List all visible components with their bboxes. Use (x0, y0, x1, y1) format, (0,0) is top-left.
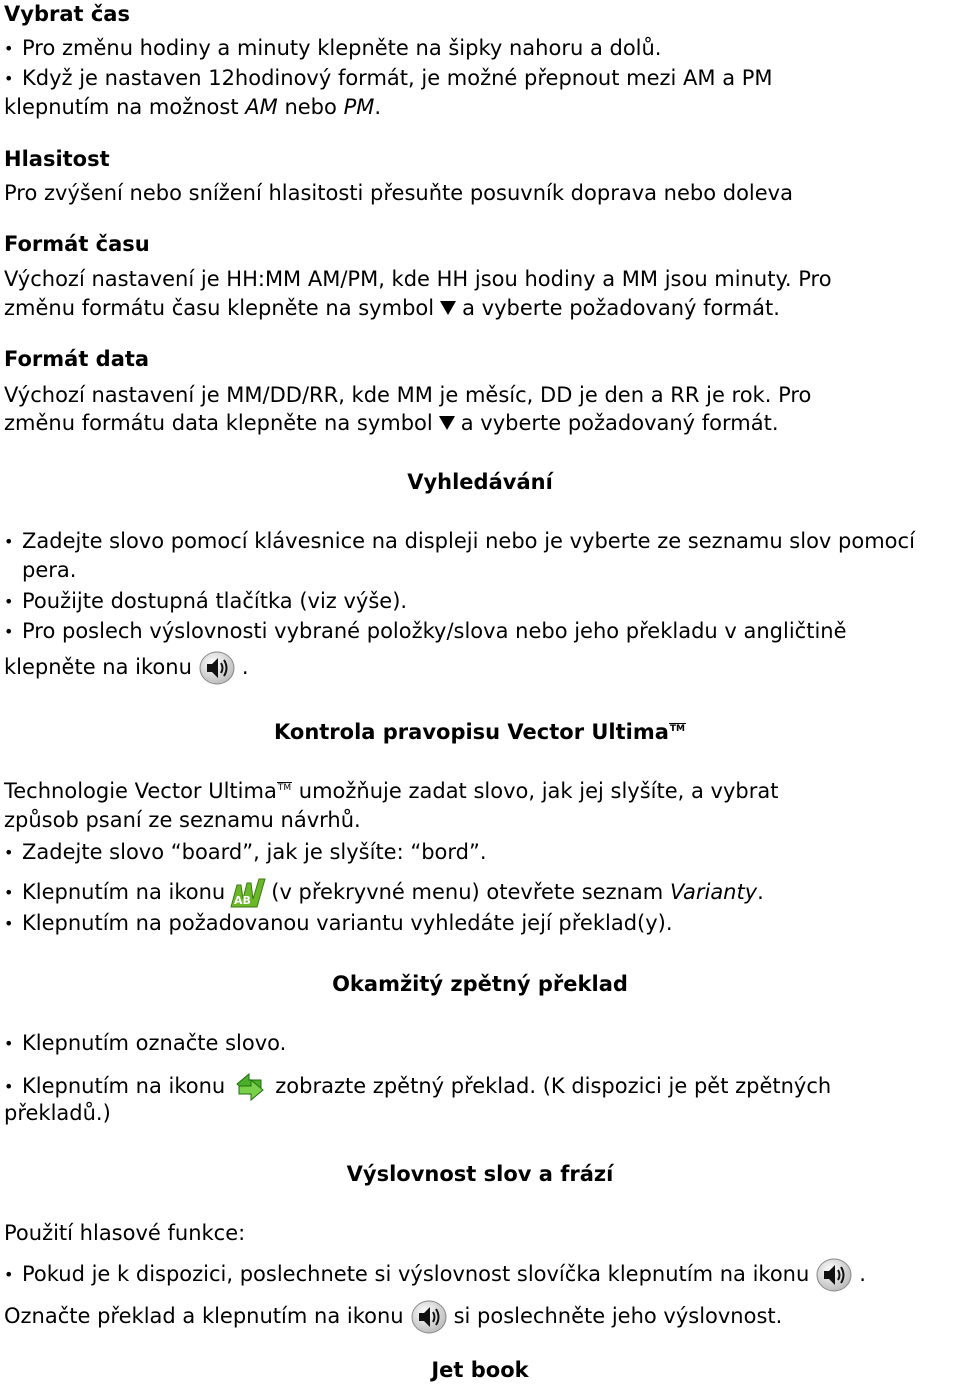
svg-text:AB: AB (234, 894, 252, 907)
paragraph: Výchozí nastavení je HH:MM AM/PM, kde HH jsou hodiny a MM jsou minuty. Pro (4, 267, 832, 291)
list-item: • Zadejte slovo pomocí klávesnice na displeji nebo je vyberte ze seznamu slov pomocí pera. (4, 527, 952, 585)
trademark-sign: TM (669, 724, 686, 734)
paragraph: Označte překlad a klepnutím na ikonu si poslechněte jeho výslovnost. (4, 1296, 956, 1336)
list-item: • Klepnutím označte slovo. (4, 1029, 960, 1058)
trademark-sign: TM (277, 783, 292, 793)
paragraph: změnu formátu času klepněte na symbol a vyberte požadovaný formát. (4, 296, 780, 320)
paragraph: změnu formátu data klepněte na symbol a vyberte požadovaný formát. (4, 411, 779, 435)
paragraph: způsob psaní ze seznamu návrhů. (4, 808, 361, 832)
list-item: • Klepnutím na ikonu zobrazte zpětný překlad. (K dispozici je pět zpětných (4, 1066, 960, 1106)
heading-format-casu: Formát času (4, 232, 150, 256)
list-item: • Použijte dostupná tlačítka (viz výše). (4, 587, 960, 616)
heading-hlasitost: Hlasitost (4, 147, 110, 171)
heading-vyhledavani: Vyhledávání (407, 470, 553, 494)
heading-vyslovnost: Výslovnost slov a frází (346, 1162, 614, 1186)
list-item-continuation: klepnutím na možnost AM nebo PM. (4, 95, 382, 119)
dropdown-triangle-icon (440, 301, 456, 315)
abc-variants-icon (229, 877, 267, 909)
speaker-icon (198, 650, 236, 686)
list-item: • Pro změnu hodiny a minuty klepněte na šipky nahoru a dolů. (4, 34, 960, 63)
list-item: • Zadejte slovo “board”, jak je slyšíte: “bord”. (4, 838, 960, 867)
am-option: AM (245, 95, 278, 119)
list-item: • Když je nastaven 12hodinový formát, je možné přepnout mezi AM a PM (4, 64, 960, 93)
paragraph: Technologie Vector UltimaTM umožňuje zadat slovo, jak jej slyšíte, a vybrat (4, 779, 779, 803)
list-item: • Klepnutím na ikonu AB (v překryvné menu) otevřete seznam Varianty. (4, 872, 960, 912)
list-item: • Pro poslech výslovnosti vybrané položky/slova nebo jeho překladu v angličtině (4, 617, 960, 646)
list-item-continuation: překladů.) (4, 1101, 111, 1125)
heading-format-data: Formát data (4, 347, 150, 371)
dropdown-triangle-icon (439, 416, 455, 430)
heading-vybrat-cas: Vybrat čas (4, 2, 130, 26)
heading-zpetny-preklad: Okamžitý zpětný překlad (332, 972, 628, 996)
paragraph: Pro zvýšení nebo snížení hlasitosti přesuňte posuvník doprava nebo doleva (4, 181, 793, 205)
list-item: • Klepnutím na požadovanou variantu vyhledáte její překlad(y). (4, 909, 960, 938)
list-item-continuation: klepněte na ikonu . (4, 647, 956, 687)
speaker-icon (815, 1257, 853, 1293)
heading-kontrola-pravopisu: Kontrola pravopisu Vector UltimaTM (273, 720, 686, 744)
heading-jet-book: Jet book (431, 1358, 529, 1382)
list-item: • Pokud je k dispozici, poslechnete si výslovnost slovíčka klepnutím na ikonu . (4, 1254, 960, 1294)
speaker-icon (410, 1299, 448, 1335)
pm-option: PM (343, 95, 375, 119)
paragraph: Použití hlasové funkce: (4, 1221, 246, 1245)
paragraph: Výchozí nastavení je MM/DD/RR, kde MM je měsíc, DD je den a RR je rok. Pro (4, 383, 812, 407)
